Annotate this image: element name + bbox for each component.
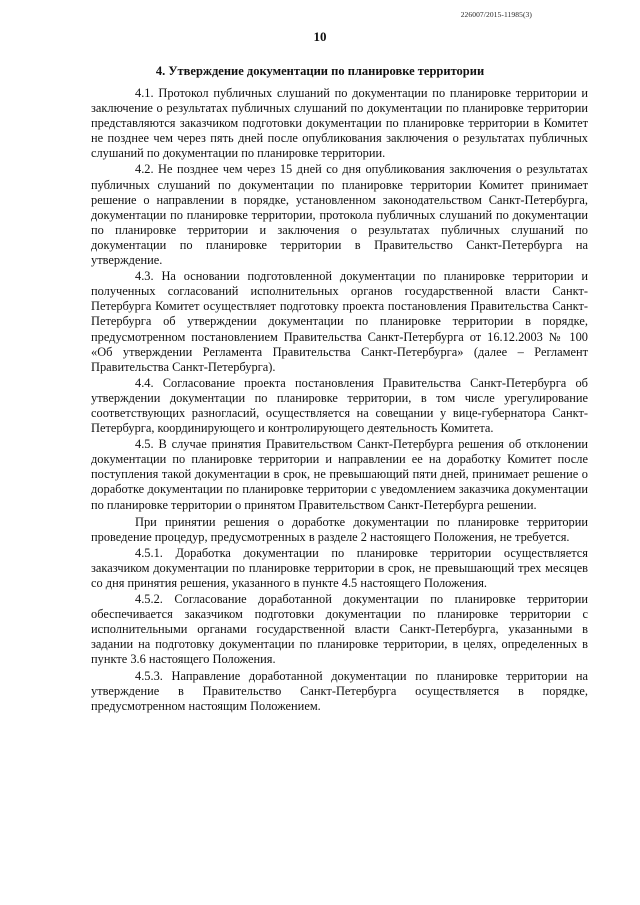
paragraph-4-1: 4.1. Протокол публичных слушаний по документации по планировке территории и заключение о результатах публичных слушаний по документации по планировке территории представляются заказчиком подготовки документации по планировке территории в Комитет не позднее чем через пять дней после опубликования заключения о результатах публичных слушаний по документации по планировке территории. (91, 86, 588, 161)
paragraph-4-3: 4.3. На основании подготовленной документации по планировке территории и полученных согласований исполнительных органов государственной власти Санкт-Петербурга Комитет осуществляет подготовку проекта постановления Правительства Санкт-Петербурга об утверждении документации по планировке территории в порядке, предусмотренном постановлением Правительства Санкт-Петербурга от 16.12.2003 № 100 «Об утверждении Регламента Правительства Санкт-Петербурга» (далее – Регламент Правительства Санкт-Петербурга). (91, 269, 588, 374)
section-title: 4. Утверждение документации по планировке территории (155, 64, 485, 78)
paragraph-4-4: 4.4. Согласование проекта постановления Правительства Санкт-Петербурга об утверждении документации по планировке территории, в том числе урегулирование соответствующих разногласий, осуществляется на совещании у вице-губернатора Санкт-Петербурга, координирующего и контролирующего деятельность Комитета. (91, 375, 588, 436)
paragraph-4-5: 4.5. В случае принятия Правительством Санкт-Петербурга решения об отклонении документации по планировке территории и направлении ее на доработку Комитет после поступления такой документации в срок, не превышающий пяти дней, принимает решение о доработке документации по планировке территории с уведомлением заказчика документации по планировке территории о принятом Правительством Санкт-Петербурга решении. (91, 437, 588, 512)
paragraph-4-5-3: 4.5.3. Направление доработанной документации по планировке территории на утверждение в Правительство Санкт-Петербурга осуществляется в порядке, предусмотренном настоящим Положением. (91, 668, 588, 713)
paragraph-4-5-1: 4.5.1. Доработка документации по планировке территории осуществляется заказчиком документации по планировке территории в срок, не превышающий трех месяцев со дня принятия решения, указанного в пункте 4.5 настоящего Положения. (91, 545, 588, 590)
paragraph-4-2: 4.2. Не позднее чем через 15 дней со дня опубликования заключения о результатах публичных слушаний по документации по планировке территории Комитет принимает решение о направлении в порядке, установленном законодательством Санкт-Петербурга, документации по планировке территории, протокола публичных слушаний по документации по планировке территории и заключения о результатах публичных слушаний по документации по планировке территории в Правительство Санкт-Петербурга на утверждение. (91, 162, 588, 268)
document-body (91, 86, 588, 715)
paragraph-4-5-2: 4.5.2. Согласование доработанной документации по планировке территории обеспечивается заказчиком подготовки документации по планировке территории с исполнительными органами государственной власти Санкт-Петербурга, указанными в задании на подготовку документации по планировке территории, в целях, определенных в пункте 3.6 настоящего Положения. (91, 592, 588, 667)
paragraph-4-5-note: При принятии решения о доработке документации по планировке территории проведение процедур, предусмотренных в разделе 2 настоящего Положения, не требуется. (91, 514, 588, 544)
page-number: 10 (313, 29, 327, 44)
document-registration-number: 226007/2015-11985(3) (460, 10, 532, 19)
